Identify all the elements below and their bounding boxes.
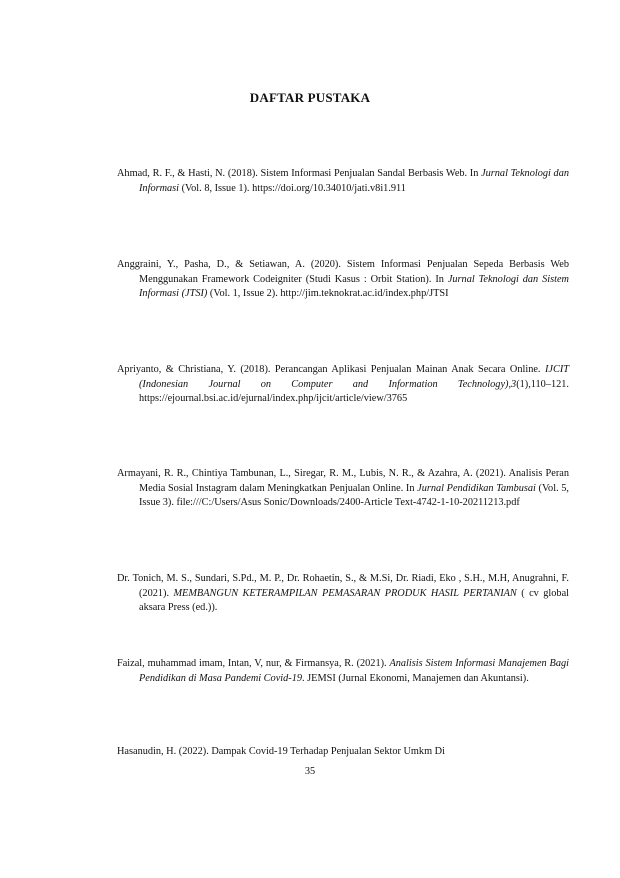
reference-details: (Vol. 5, Issue 3). file:///C:/Users/Asus Sonic/Downloads/2400-Article Text-4742-1-10-20211213.pdf bbox=[139, 482, 570, 509]
reference-details: (1),110–121. https://ejournal.bsi.ac.id/ejurnal/index.php/ijcit/article/view/3765 bbox=[139, 378, 569, 405]
reference-text: Anggraini, Y., Pasha, D., & Setiawan, A. (2020). Sistem Informasi Penjualan Sepeda Berbasis Web Menggunakan Framework Codeigniter (Studi Kasus : Orbit Station). In bbox=[117, 259, 569, 285]
reference-details: (Vol. 1, Issue 2). http://jim.teknokrat.ac.id/index.php/JTSI bbox=[207, 288, 449, 300]
reference-item bbox=[117, 167, 569, 196]
page-title: DAFTAR PUSTAKA bbox=[249, 90, 371, 105]
reference-text: Apriyanto, & Christiana, Y. (2018). Perancangan Aplikasi Penjualan Mainan Anak Secara Online. bbox=[117, 364, 545, 375]
reference-text: Hasanudin, H. (2022). Dampak Covid-19 Terhadap Penjualan Sektor Umkm Di bbox=[117, 746, 445, 757]
reference-item bbox=[117, 258, 569, 302]
reference-text: Ahmad, R. F., & Hasti, N. (2018). Sistem Informasi Penjualan Sandal Berbasis Web. In bbox=[117, 168, 482, 179]
reference-source: IJCIT (Indonesian Journal on Computer and Information Technology),3 bbox=[139, 364, 569, 390]
reference-item bbox=[117, 363, 569, 407]
reference-details: ( cv global aksara Press (ed.)). bbox=[139, 587, 569, 614]
reference-source: Jurnal Teknologi dan Informasi bbox=[139, 168, 569, 194]
reference-source: MEMBANGUN KETERAMPILAN PEMASARAN PRODUK HASIL PERTANIAN bbox=[173, 587, 517, 599]
reference-text: Dr. Tonich, M. S., Sundari, S.Pd., M. P., Dr. Rohaetin, S., & M.Si, Dr. Riadi, Eko , S.H., M.H, Anugrahni, F. (2021). bbox=[117, 573, 569, 599]
reference-details: . JEMSI (Jurnal Ekonomi, Manajemen dan Akuntansi). bbox=[302, 672, 529, 684]
reference-item bbox=[117, 657, 569, 686]
reference-details: (Vol. 8, Issue 1). https://doi.org/10.34010/jati.v8i1.911 bbox=[179, 182, 406, 194]
reference-text: Faizal, muhammad imam, Intan, V, nur, & Firmansya, R. (2021). bbox=[117, 658, 390, 669]
reference-item bbox=[117, 572, 569, 616]
reference-item bbox=[117, 467, 569, 511]
reference-source: Jurnal Pendidikan Tambusai bbox=[417, 482, 536, 494]
reference-source: Jurnal Teknologi dan Sistem Informasi (JTSI) bbox=[139, 273, 569, 300]
page-number: 35 bbox=[304, 766, 316, 777]
reference-item bbox=[117, 745, 569, 760]
reference-source: Analisis Sistem Informasi Manajemen Bagi Pendidikan di Masa Pandemi Covid-19 bbox=[139, 658, 569, 684]
reference-text: Armayani, R. R., Chintiya Tambunan, L., Siregar, R. M., Lubis, N. R., & Azahra, A. (2021). Analisis Peran Media Sosial Instagram dalam Meningkatkan Penjualan Online. In bbox=[117, 468, 569, 494]
